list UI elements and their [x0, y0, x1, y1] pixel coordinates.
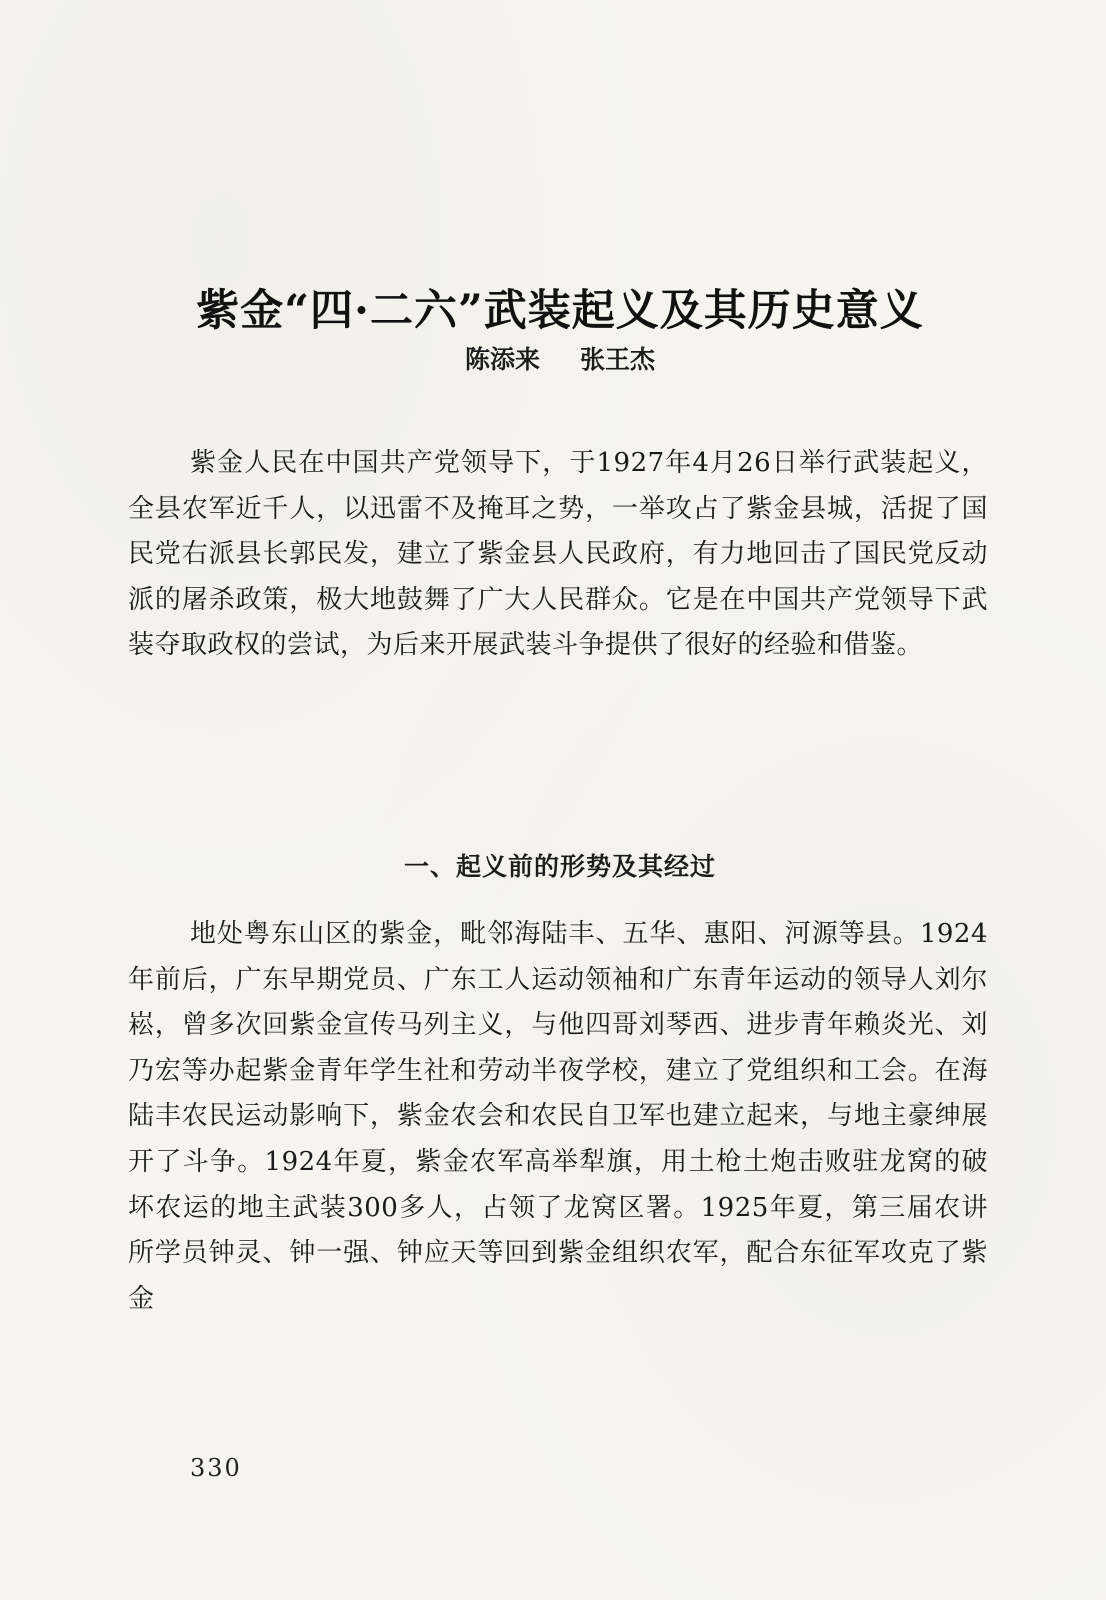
article-title: 紫金“四·二六”武装起义及其历史意义: [196, 285, 924, 336]
author-name: 陈添来: [464, 345, 540, 374]
body-paragraph: 地处粤东山区的紫金，毗邻海陆丰、五华、惠阳、河源等县。1924年前后，广东早期党员、广东工人运动领袖和广东青年运动的领导人刘尔崧，曾多次回紫金宣传马列主义，与他四哥刘琴西、进步青年赖炎光、刘乃宏等办起紫金青年学生社和劳动半夜学校，建立了党组织和工会。在海陆丰农民运动影响下，紫金农会和农民自卫军也建立起来，与地主豪绅展开了斗争。1924年夏，紫金农军高举犁旗，用土枪土炮击败驻龙窝的破坏农运的地主武装300多人，占领了龙窝区署。1925年夏，第三届农讲所学员钟灵、钟一强、钟应天等回到紫金组织农军，配合东征军攻克了紫金: [128, 919, 988, 1314]
author-name: 张王杰: [580, 345, 656, 374]
page-number: 330: [190, 1454, 242, 1482]
intro-paragraph: 紫金人民在中国共产党领导下，于1927年4月26日举行武装起义，全县农军近千人，以迅雷不及掩耳之势，一举攻占了紫金县城，活捉了国民党右派县长郭民发，建立了紫金县人民政府，有力地回击了国民党反动派的屠杀政策，极大地鼓舞了广大人民群众。它是在中国共产党领导下武装夺取政权的尝试，为后来开展武装斗争提供了很好的经验和借鉴。: [128, 448, 988, 661]
section-heading: 一、起义前的形势及其经过: [403, 851, 716, 881]
author-line: [120, 340, 1000, 376]
